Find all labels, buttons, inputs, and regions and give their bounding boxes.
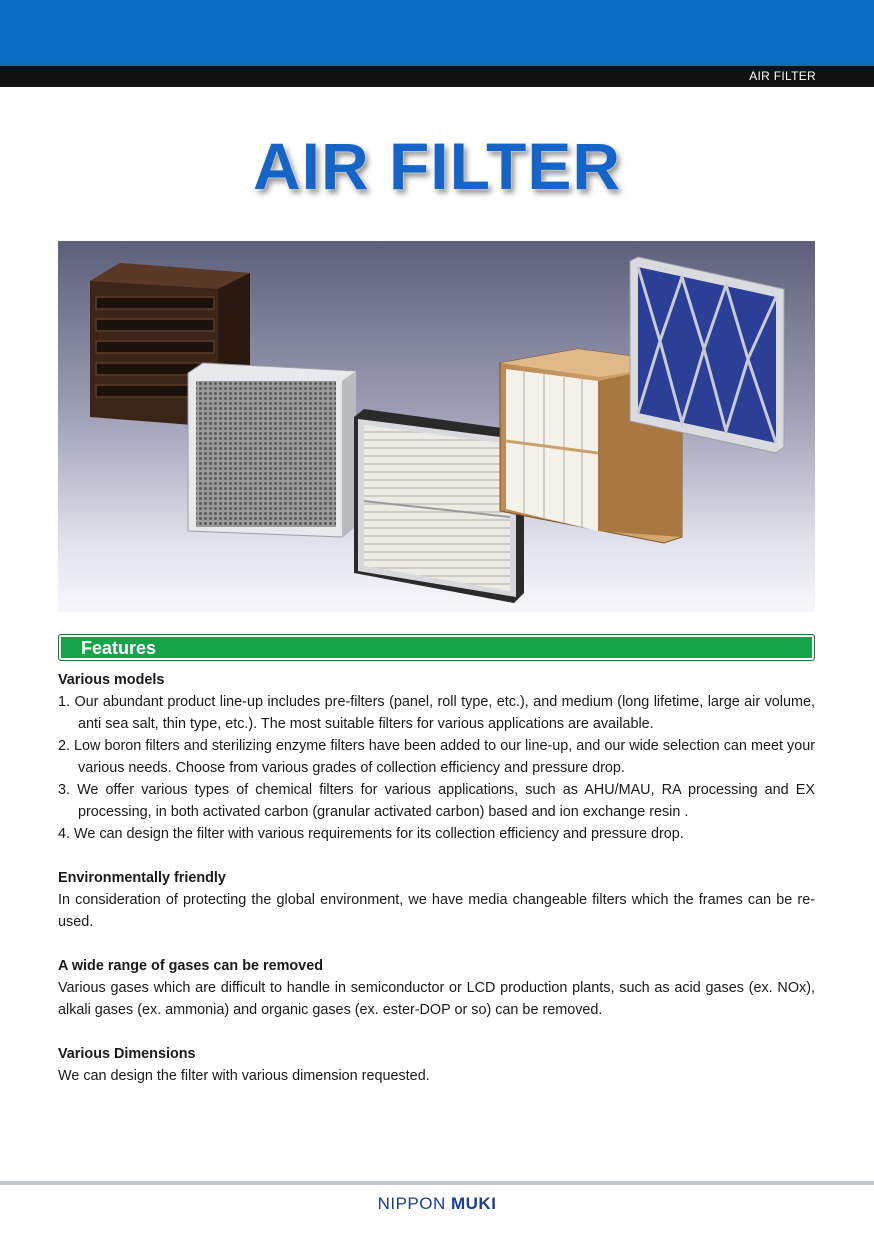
section-various-dimensions xyxy=(58,1043,815,1087)
features-heading: Features xyxy=(81,638,157,658)
section-title: A wide range of gases can be removed xyxy=(58,958,323,974)
section-text: In consideration of protecting the global environment, we have media changeable filters which the frames can be re-used. xyxy=(58,892,815,930)
list-item: 3. We offer various types of chemical filters for various applications, such as AHU/MAU, RA processing and EX processing, in both activated carbon (granular activated carbon) based and ion exchange resin . xyxy=(58,782,815,820)
section-title: Various Dimensions xyxy=(58,1046,196,1062)
brand-nippon: NIPPON xyxy=(377,1194,446,1213)
section-title: Various models xyxy=(58,672,165,688)
section-environmentally-friendly xyxy=(58,867,815,933)
section-various-models xyxy=(58,669,815,845)
list-item: 2. Low boron filters and sterilizing enzyme filters have been added to our line-up, and our wide selection can meet your various needs. Choose from various grades of collection efficiency and pressure drop. xyxy=(58,738,815,776)
header-label: AIR FILTER xyxy=(749,69,816,83)
section-gases-removed xyxy=(58,955,815,1021)
footer-logo xyxy=(0,1194,874,1214)
section-title: Environmentally friendly xyxy=(58,870,226,886)
mesh-filter-graphic xyxy=(188,363,356,537)
hepa-filter-graphic xyxy=(354,409,524,603)
panel-filter-graphic xyxy=(630,257,784,453)
features-content xyxy=(58,669,815,1109)
section-text: Various gases which are difficult to handle in semiconductor or LCD production plants, such as acid gases (ex. NOx), alkali gases (ex. ammonia) and organic gases (ex. ester-DOP or so) can be removed. xyxy=(58,980,815,1018)
list-item: 4. We can design the filter with various requirements for its collection efficiency and pressure drop. xyxy=(58,826,684,842)
brand-muki: MUKI xyxy=(450,1194,497,1213)
product-photo xyxy=(58,241,815,612)
section-text: We can design the filter with various dimension requested. xyxy=(58,1068,430,1084)
page-title: AIR FILTER xyxy=(252,129,622,203)
list-item: 1. Our abundant product line-up includes pre-filters (panel, roll type, etc.), and medium (long lifetime, large air volume, anti sea salt, thin type, etc.). The most suitable filters for various applications are available. xyxy=(58,694,815,732)
models-list xyxy=(58,691,815,845)
top-color-band xyxy=(0,0,874,66)
footer-divider xyxy=(0,1181,874,1185)
header-bar xyxy=(0,66,874,87)
features-header-bar xyxy=(58,634,815,661)
